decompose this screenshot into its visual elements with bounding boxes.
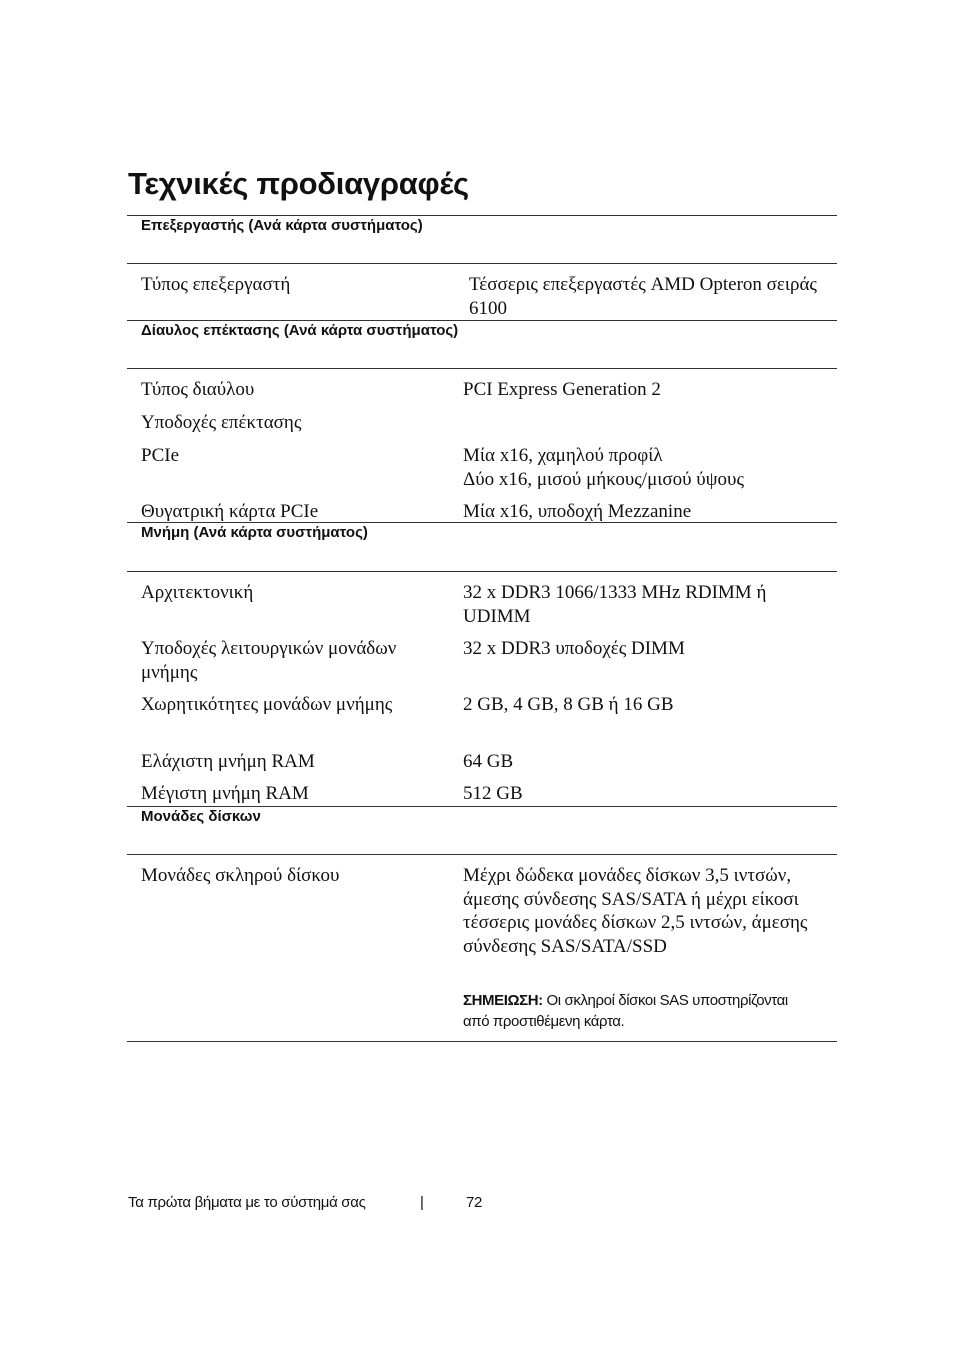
section-rule	[127, 215, 837, 216]
section-heading-drives: Μονάδες δίσκων	[141, 808, 261, 825]
spec-label-expansion-slots: Υποδοχές επέκτασης	[141, 412, 302, 433]
spec-value-max-ram: 512 GB	[463, 783, 523, 804]
spec-label-bus-type: Τύπος διαύλου	[141, 379, 255, 400]
spec-value-architecture: 32 x DDR3 1066/1333 MHz RDIMM ή UDIMM	[463, 582, 767, 627]
spec-label-processor-type: Τύπος επεξεργαστή	[141, 274, 291, 295]
note-label: ΣΗΜΕΙΩΣΗ:	[463, 992, 543, 1009]
spec-value-hard-drives: Μέχρι δώδεκα μονάδες δίσκων 3,5 ιντσών, άμεσης σύνδεσης SAS/SATA ή μέχρι είκοσι τέσσερις μονάδες δίσκων 2,5 ιντσών, άμεσης σύνδεσης SAS/SATA/SSD	[463, 865, 808, 957]
section-rule	[127, 320, 837, 321]
page-title: Τεχνικές προδιαγραφές	[128, 166, 469, 201]
spec-value-memory-slots: 32 x DDR3 υποδοχές DIMM	[463, 638, 685, 659]
section-heading-expansion: Δίαυλος επέκτασης (Ανά κάρτα συστήματος)	[141, 322, 459, 339]
table-end-rule	[127, 1041, 837, 1042]
spec-value-pcie: Μία x16, χαμηλού προφίλ Δύο x16, μισού μήκους/μισού ύψους	[463, 445, 744, 490]
spec-label-memory-slots: Υποδοχές λειτουργικών μονάδων μνήμης	[141, 638, 397, 683]
spec-label-mezzanine: Θυγατρική κάρτα PCIe	[141, 501, 319, 522]
spec-value-min-ram: 64 GB	[463, 751, 514, 772]
footer-separator: |	[420, 1194, 424, 1211]
spec-label-architecture: Αρχιτεκτονική	[141, 582, 254, 603]
section-heading-processor: Επεξεργαστής (Ανά κάρτα συστήματος)	[141, 217, 423, 234]
spec-label-max-ram: Μέγιστη μνήμη RAM	[141, 783, 309, 804]
section-heading-memory: Μνήμη (Ανά κάρτα συστήματος)	[141, 524, 368, 541]
table-header-rule	[127, 854, 837, 855]
spec-label-module-capacities: Χωρητικότητες μονάδων μνήμης	[141, 694, 393, 715]
spec-value-mezzanine: Μία x16, υποδοχή Mezzanine	[463, 501, 692, 522]
page-number: 72	[466, 1194, 483, 1211]
footer-text: Τα πρώτα βήματα με το σύστημά σας	[128, 1194, 366, 1211]
spec-value-bus-type: PCI Express Generation 2	[463, 379, 661, 400]
spec-label-min-ram: Ελάχιστη μνήμη RAM	[141, 751, 315, 772]
note-text: Οι σκληροί δίσκοι SAS υποστηρίζονται από προστιθέμενη κάρτα.	[463, 992, 788, 1030]
spec-label-hard-drives: Μονάδες σκληρού δίσκου	[141, 865, 340, 886]
table-header-rule	[127, 571, 837, 572]
spec-value-module-capacities: 2 GB, 4 GB, 8 GB ή 16 GB	[463, 694, 674, 715]
note	[463, 990, 803, 1032]
spec-value-processor-type: Τέσσερις επεξεργαστές AMD Opteron σειράς 6100	[469, 274, 817, 319]
section-rule	[127, 522, 837, 523]
table-header-rule	[127, 368, 837, 369]
section-rule	[127, 806, 837, 807]
table-header-rule	[127, 263, 837, 264]
spec-label-pcie: PCIe	[141, 445, 179, 466]
